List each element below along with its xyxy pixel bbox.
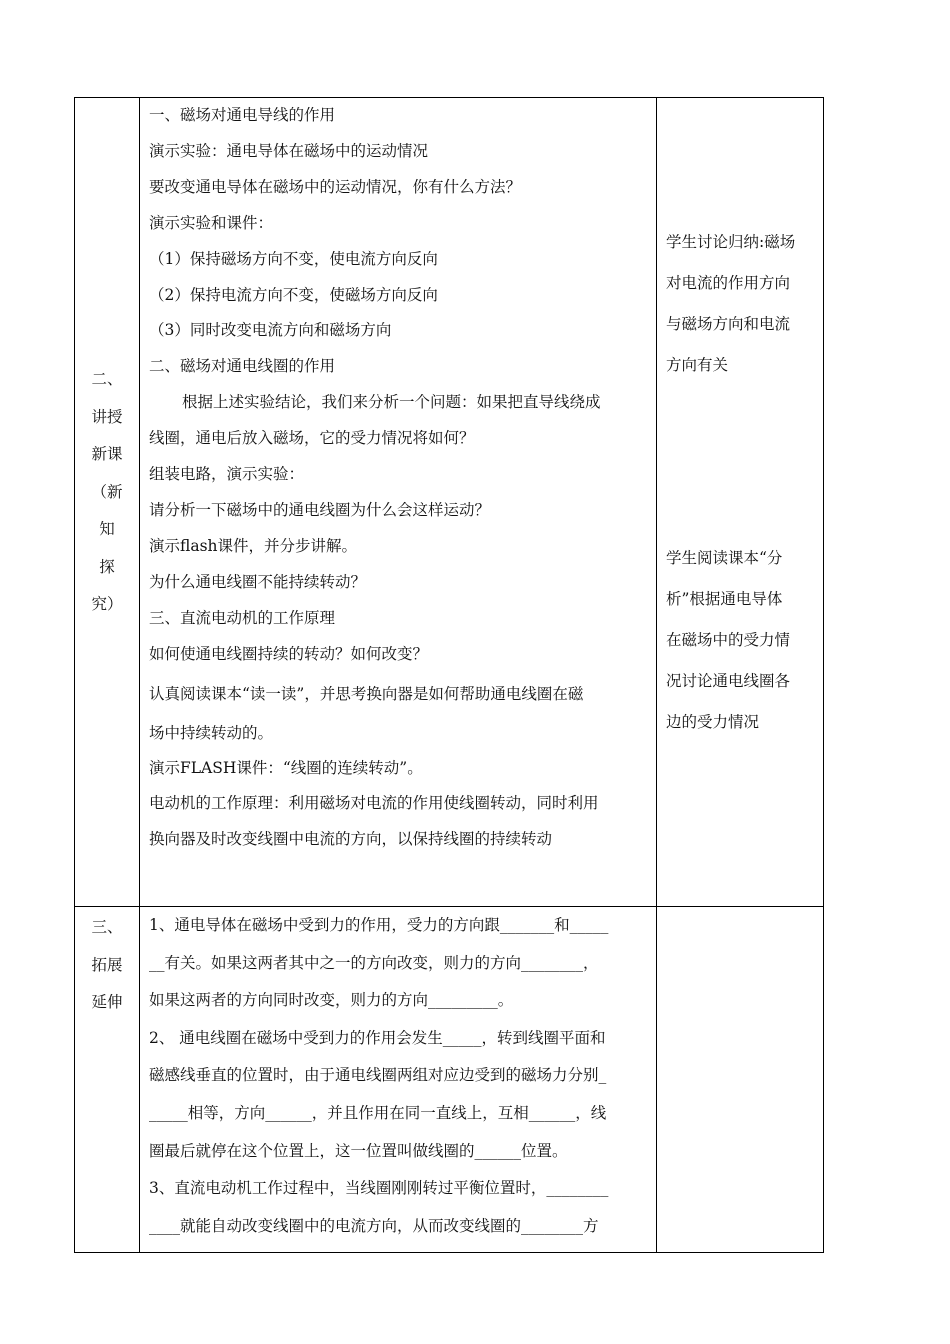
text-line: 电动机的工作原理：利用磁场对电流的作用使线圈转动，同时利用: [149, 794, 599, 813]
stage-line: 二、: [91, 370, 123, 388]
text-line: 边的受力情况: [666, 713, 760, 731]
text-line: 方向有关: [666, 356, 729, 374]
text-line: 线圈，通电后放入磁场，它的受力情况将如何？: [149, 429, 475, 448]
student-activity-cell: [657, 98, 824, 907]
text-line: （1）保持磁场方向不变，使电流方向反向: [149, 249, 438, 268]
text-line: 2、 通电线圈在磁场中受到力的作用会发生_____，转到线圈平面和: [149, 1028, 606, 1047]
stage-line: 延伸: [91, 993, 123, 1011]
stage-cell-new-lesson: [75, 98, 140, 907]
text-line: ____就能自动改变线圈中的电流方向，从而改变线圈的________方: [149, 1216, 599, 1235]
text-line: 1、通电导体在磁场中受到力的作用，受力的方向跟_______和_____: [149, 916, 609, 934]
text-line: 为什么通电线圈不能持续转动？: [149, 572, 367, 591]
text-line: 磁感线垂直的位置时，由于通电线圈两组对应边受到的磁场力分别_: [149, 1066, 607, 1085]
text-line: 演示FLASH课件：“线圈的连续转动”。: [149, 758, 423, 777]
text-line: 要改变通电导体在磁场中的运动情况，你有什么方法？: [149, 177, 522, 196]
text-line: 演示实验和课件：: [149, 213, 274, 232]
student-note-reading: [657, 386, 823, 743]
stage-cell-extension: [75, 907, 140, 1253]
text-line: __有关。如果这两者其中之一的方向改变，则力的方向________，: [149, 953, 599, 972]
text-line: _____相等，方向______，并且作用在同一直线上，互相______，线: [149, 1103, 607, 1122]
text-line: 三、直流电动机的工作原理: [149, 608, 336, 627]
text-line: 析”根据通电导体: [666, 590, 783, 608]
text-line: 与磁场方向和电流: [666, 315, 791, 333]
table-row-extension: [75, 907, 824, 1253]
student-activity-cell-extension: [657, 907, 824, 1253]
text-line: 根据上述实验结论，我们来分析一个问题：如果把直导线绕成: [182, 393, 601, 412]
stage-line: 知: [99, 520, 115, 538]
stage-label-new-lesson: [75, 98, 139, 624]
text-line: 组装电路，演示实验：: [149, 465, 305, 484]
stage-line: 拓展: [91, 955, 123, 974]
stage-line: 探: [99, 557, 115, 576]
table-row-new-lesson: [75, 98, 824, 907]
exercise-cell: [140, 907, 657, 1253]
text-line: （3）同时改变电流方向和磁场方向: [149, 321, 392, 340]
stage-label-extension: [75, 907, 139, 1022]
teacher-activity-cell: [140, 98, 657, 907]
text-line: 3、直流电动机工作过程中，当线圈刚刚转过平衡位置时，________: [149, 1179, 609, 1198]
stage-line: （新: [91, 482, 123, 501]
text-line: （2）保持电流方向不变，使磁场方向反向: [149, 285, 438, 304]
stage-line: 新课: [91, 445, 123, 463]
text-line: 学生阅读课本“分: [666, 549, 783, 567]
text-line: 演示flash课件，并分步讲解。: [149, 536, 358, 555]
text-line: 换向器及时改变线圈中电流的方向，以保持线圈的持续转动: [149, 830, 553, 849]
text-line: 认真阅读课本“读一读”，并思考换向器是如何帮助通电线圈在磁: [149, 684, 584, 703]
student-note-discussion: [657, 98, 823, 386]
text-line: 二、磁场对通电线圈的作用: [149, 357, 336, 376]
text-line: 在磁场中的受力情: [666, 631, 791, 649]
text-line: 一、磁场对通电导线的作用: [149, 106, 336, 124]
text-line: 况讨论通电线圈各: [666, 672, 791, 690]
text-line: 场中持续转动的。: [149, 723, 274, 742]
text-line: 如果这两者的方向同时改变，则力的方向_________。: [149, 991, 514, 1010]
stage-line: 究）: [91, 595, 123, 613]
text-line: 演示实验：通电导体在磁场中的运动情况: [149, 141, 429, 160]
text-line: 圈最后就停在这个位置上，这一位置叫做线圈的______位置。: [149, 1141, 568, 1160]
text-line: 如何使通电线圈持续的转动？如何改变？: [149, 644, 429, 663]
lesson-plan-table: [74, 97, 824, 1253]
teacher-activity-text: [140, 98, 656, 858]
text-line: 请分析一下磁场中的通电线圈为什么会这样运动？: [149, 500, 491, 519]
text-line: 学生讨论归纳:磁场: [666, 233, 796, 251]
stage-line: 讲授: [91, 407, 123, 426]
exercise-text: [140, 907, 656, 1245]
text-line: 对电流的作用方向: [666, 274, 791, 292]
stage-line: 三、: [91, 918, 123, 936]
